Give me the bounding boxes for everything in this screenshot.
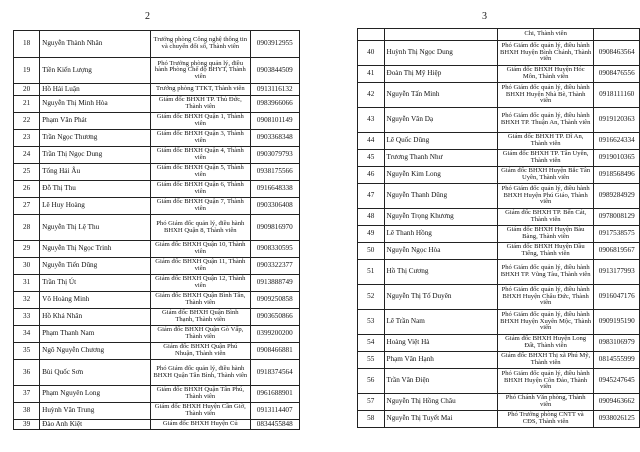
position-cell: Giám đốc BHXH Quận Bình Thạnh, Thành viên <box>151 309 250 326</box>
phone-cell: 0903368348 <box>250 130 300 147</box>
phone-cell: 0399200200 <box>250 326 300 343</box>
table-row <box>358 66 640 83</box>
phone-cell: 0906819567 <box>594 243 640 260</box>
table-row <box>14 130 300 147</box>
table-row <box>14 386 300 403</box>
row-number-cell: 49 <box>358 226 385 243</box>
name-cell: Nguyễn Thị Hồng Châu <box>384 394 497 411</box>
name-cell: Trần Ngọc Thương <box>40 130 151 147</box>
page-right <box>340 0 640 452</box>
table-row <box>14 181 300 198</box>
phone-cell: 0903844509 <box>250 58 300 84</box>
table-row <box>358 260 640 285</box>
phone-cell: 0909195190 <box>594 310 640 335</box>
table-row <box>14 241 300 258</box>
table-row <box>14 31 300 58</box>
row-number-cell: 44 <box>358 133 385 150</box>
position-cell: Trưởng phòng Công nghệ thông tin và chuyển đổi số, Thành viên <box>151 31 250 58</box>
position-cell: Giám đốc BHXH Quận Bình Tân, Thành viên <box>151 292 250 309</box>
phone-cell: 0983106979 <box>594 335 640 352</box>
position-cell: Phó Giám đốc quản lý, điều hành BHXH Huyện Bình Chánh, Thành viên <box>497 41 594 66</box>
table-row <box>358 184 640 209</box>
members-table <box>357 28 640 428</box>
row-number-cell: 22 <box>14 113 40 130</box>
row-number-cell: 53 <box>358 310 385 335</box>
position-cell: Giám đốc BHXH Quận 7, Thành viên <box>151 198 250 215</box>
position-cell: Phó Chánh Văn phòng, Thành viên <box>497 394 594 411</box>
phone-cell: 0938026125 <box>594 411 640 428</box>
table-row <box>14 215 300 241</box>
phone-cell: 0916047176 <box>594 285 640 310</box>
name-cell: Lê Trần Nam <box>384 310 497 335</box>
position-cell: Giám đốc BHXH Huyện Bàu Bàng, Thành viên <box>497 226 594 243</box>
phone-cell: 0918374564 <box>250 360 300 386</box>
table-row <box>358 335 640 352</box>
name-cell: Huỳnh Văn Trung <box>40 403 151 420</box>
row-number-cell: 52 <box>358 285 385 310</box>
phone-cell: 0961688901 <box>250 386 300 403</box>
table-row <box>14 326 300 343</box>
row-number-cell: 18 <box>14 31 40 58</box>
phone-cell: 0913177993 <box>594 260 640 285</box>
page-left <box>0 0 300 452</box>
phone-cell: 0909816970 <box>250 215 300 241</box>
row-number-cell: 42 <box>358 83 385 108</box>
name-cell: Nguyễn Thị Ngọc Trinh <box>40 241 151 258</box>
table-row <box>358 310 640 335</box>
table-row <box>358 150 640 167</box>
phone-cell: 0983966066 <box>250 96 300 113</box>
table-row <box>358 41 640 66</box>
row-number-cell: 51 <box>358 260 385 285</box>
table-row <box>358 83 640 108</box>
position-cell: Giám đốc BHXH TP. Thủ Đức, Thành viên <box>151 96 250 113</box>
phone-cell: 0908466881 <box>250 343 300 360</box>
name-cell: Hồ Thị Cương <box>384 260 497 285</box>
row-number-cell: 34 <box>14 326 40 343</box>
phone-cell: 0908330595 <box>250 241 300 258</box>
row-number-cell: 45 <box>358 150 385 167</box>
phone-cell <box>594 29 640 41</box>
row-number-cell: 46 <box>358 167 385 184</box>
table-row <box>358 209 640 226</box>
name-cell: Ngô Nguyễn Chương <box>40 343 151 360</box>
row-number-cell: 37 <box>14 386 40 403</box>
position-cell: Giám đốc BHXH Quận Gò Vấp, Thành viên <box>151 326 250 343</box>
table-row <box>358 394 640 411</box>
row-number-cell: 43 <box>358 108 385 133</box>
position-cell: Trưởng phòng TTKT, Thành viên <box>151 84 250 96</box>
name-cell: Nguyễn Thành Nhân <box>40 31 151 58</box>
name-cell: Nguyễn Văn Dạ <box>384 108 497 133</box>
phone-cell: 0814555999 <box>594 352 640 369</box>
row-number-cell: 35 <box>14 343 40 360</box>
phone-cell: 0913116132 <box>250 84 300 96</box>
name-cell: Đỗ Thị Thu <box>40 181 151 198</box>
position-cell: Giám đốc BHXH TP. Dĩ An, Thành viên <box>497 133 594 150</box>
name-cell: Nguyễn Thị Minh Hòa <box>40 96 151 113</box>
table-row <box>358 226 640 243</box>
name-cell: Trần Thị Ngọc Dung <box>40 147 151 164</box>
table-row <box>358 352 640 369</box>
phone-cell: 0909463662 <box>594 394 640 411</box>
name-cell: Đào Anh Kiệt <box>40 420 151 430</box>
row-number-cell: 23 <box>14 130 40 147</box>
name-cell: Tiền Kiến Lượng <box>40 58 151 84</box>
position-cell: Giám đốc BHXH Quận 4, Thành viên <box>151 147 250 164</box>
name-cell: Lê Quốc Dũng <box>384 133 497 150</box>
row-number-cell: 28 <box>14 215 40 241</box>
position-cell: Phó Trưởng phòng quản lý, điều hành Phòng Chế độ BHYT, Thành viên <box>151 58 250 84</box>
row-number-cell: 36 <box>14 360 40 386</box>
position-cell: Giám đốc BHXH Huyện Củ <box>151 420 250 430</box>
table-row <box>14 258 300 275</box>
name-cell: Trần Văn Điện <box>384 369 497 394</box>
phone-cell: 0917538575 <box>594 226 640 243</box>
name-cell: Đoàn Thị Mỹ Hiệp <box>384 66 497 83</box>
position-cell: Chi, Thành viên <box>497 29 594 41</box>
phone-cell: 0909250858 <box>250 292 300 309</box>
table-row <box>14 343 300 360</box>
name-cell: Nguyễn Thị Tuyết Mai <box>384 411 497 428</box>
table-row <box>358 369 640 394</box>
row-number-cell: 40 <box>358 41 385 66</box>
position-cell: Phó Giám đốc quản lý, điều hành BHXH TP. Thuận An, Thành viên <box>497 108 594 133</box>
row-number-cell: 38 <box>14 403 40 420</box>
table-row <box>358 243 640 260</box>
phone-cell: 0908101149 <box>250 113 300 130</box>
position-cell: Giám đốc BHXH Huyện Hóc Môn, Thành viên <box>497 66 594 83</box>
name-cell: Lê Huy Hoàng <box>40 198 151 215</box>
name-cell: Huỳnh Thị Ngọc Dung <box>384 41 497 66</box>
name-cell: Phạm Thanh Nam <box>40 326 151 343</box>
row-number-cell: 48 <box>358 209 385 226</box>
table-row <box>14 113 300 130</box>
name-cell <box>384 29 497 41</box>
phone-cell: 0945247645 <box>594 369 640 394</box>
position-cell: Phó Giám đốc quản lý, điều hành BHXH Huyện Xuyên Mộc, Thành viên <box>497 310 594 335</box>
table-row <box>14 403 300 420</box>
phone-cell: 0978008129 <box>594 209 640 226</box>
name-cell: Bùi Quốc Sơn <box>40 360 151 386</box>
name-cell: Nguyễn Thanh Dũng <box>384 184 497 209</box>
phone-cell: 0989284929 <box>594 184 640 209</box>
table-row <box>14 147 300 164</box>
members-table <box>13 30 300 430</box>
table-row <box>14 198 300 215</box>
phone-cell: 0918568496 <box>594 167 640 184</box>
position-cell: Giám đốc BHXH Huyện Long Đất, Thành viên <box>497 335 594 352</box>
name-cell: Trần Thị Út <box>40 275 151 292</box>
row-number-cell: 19 <box>14 58 40 84</box>
row-number-cell: 57 <box>358 394 385 411</box>
name-cell: Nguyễn Tiến Dũng <box>40 258 151 275</box>
name-cell: Võ Hoàng Minh <box>40 292 151 309</box>
table-row <box>358 411 640 428</box>
phone-cell: 0908476556 <box>594 66 640 83</box>
page-number: 2 <box>145 11 150 22</box>
phone-cell: 0903322377 <box>250 258 300 275</box>
phone-cell: 0903079793 <box>250 147 300 164</box>
position-cell: Giám đốc BHXH Quận 6, Thành viên <box>151 181 250 198</box>
phone-cell: 0913888749 <box>250 275 300 292</box>
phone-cell: 0903650866 <box>250 309 300 326</box>
row-number-cell: 25 <box>14 164 40 181</box>
name-cell: Nguyễn Tấn Minh <box>384 83 497 108</box>
phone-cell: 0916624334 <box>594 133 640 150</box>
name-cell: Nguyễn Trọng Khương <box>384 209 497 226</box>
phone-cell: 0919120363 <box>594 108 640 133</box>
name-cell: Trương Thanh Như <box>384 150 497 167</box>
position-cell: Phó Giám đốc quản lý, điều hành BHXH Huyện Côn Đảo, Thành viên <box>497 369 594 394</box>
position-cell: Phó Giám đốc quản lý, điều hành BHXH Quận Tân Bình, Thành viên <box>151 360 250 386</box>
row-number-cell: 30 <box>14 258 40 275</box>
position-cell: Giám đốc BHXH TP. Bến Cát, Thành viên <box>497 209 594 226</box>
position-cell: Phó Trưởng phòng CNTT và CĐS, Thành viên <box>497 411 594 428</box>
table-row <box>14 164 300 181</box>
name-cell: Phạm Văn Hạnh <box>384 352 497 369</box>
table-row <box>358 133 640 150</box>
name-cell: Nguyễn Ngọc Hòa <box>384 243 497 260</box>
row-number-cell: 54 <box>358 335 385 352</box>
phone-cell: 0834455848 <box>250 420 300 430</box>
table-row <box>14 420 300 430</box>
table-row <box>14 58 300 84</box>
table-row <box>358 167 640 184</box>
row-number-cell: 56 <box>358 369 385 394</box>
position-cell: Phó Giám đốc quản lý, điều hành BHXH Huyện Nhà Bè, Thành viên <box>497 83 594 108</box>
page-number: 3 <box>482 11 487 22</box>
table-row <box>14 292 300 309</box>
phone-cell: 0918111160 <box>594 83 640 108</box>
position-cell: Giám đốc BHXH Quận 10, Thành viên <box>151 241 250 258</box>
position-cell: Giám đốc BHXH Huyện Bắc Tân Uyên, Thành viên <box>497 167 594 184</box>
name-cell: Hoàng Việt Hà <box>384 335 497 352</box>
position-cell: Phó Giám đốc quản lý, điều hành BHXH Huyện Châu Đức, Thành viên <box>497 285 594 310</box>
position-cell: Giám đốc BHXH Quận 12, Thành viên <box>151 275 250 292</box>
name-cell: Phạm Văn Phát <box>40 113 151 130</box>
table-row <box>14 309 300 326</box>
row-number-cell: 41 <box>358 66 385 83</box>
phone-cell: 0908463564 <box>594 41 640 66</box>
row-number-cell: 32 <box>14 292 40 309</box>
position-cell: Giám đốc BHXH Huyện Dầu Tiếng, Thành viên <box>497 243 594 260</box>
position-cell: Giám đốc BHXH Quận 1, Thành viên <box>151 113 250 130</box>
row-number-cell: 50 <box>358 243 385 260</box>
phone-cell: 0919010365 <box>594 150 640 167</box>
name-cell: Lê Thanh Hồng <box>384 226 497 243</box>
row-number-cell: 55 <box>358 352 385 369</box>
table-row <box>14 84 300 96</box>
table-row <box>14 275 300 292</box>
position-cell: Giám đốc BHXH Quận 5, Thành viên <box>151 164 250 181</box>
row-number-cell <box>358 29 385 41</box>
position-cell: Giám đốc BHXH Quận 11, Thành viên <box>151 258 250 275</box>
position-cell: Giám đốc BHXH Quận Tân Phú, Thành viên <box>151 386 250 403</box>
name-cell: Hồ Hải Luận <box>40 84 151 96</box>
row-number-cell: 26 <box>14 181 40 198</box>
row-number-cell: 47 <box>358 184 385 209</box>
position-cell: Phó Giám đốc quản lý, điều hành BHXH Huyện Phú Giáo, Thành viên <box>497 184 594 209</box>
name-cell: Hồ Khả Nhân <box>40 309 151 326</box>
row-number-cell: 24 <box>14 147 40 164</box>
phone-cell: 0903306408 <box>250 198 300 215</box>
phone-cell: 0903912955 <box>250 31 300 58</box>
position-cell: Giám đốc BHXH TP. Tân Uyên, Thành viên <box>497 150 594 167</box>
row-number-cell: 58 <box>358 411 385 428</box>
table-row <box>14 96 300 113</box>
name-cell: Phạm Nguyên Long <box>40 386 151 403</box>
row-number-cell: 31 <box>14 275 40 292</box>
position-cell: Phó Giám đốc quản lý, điều hành BHXH TP. Vũng Tàu, Thành viên <box>497 260 594 285</box>
phone-cell: 0913114407 <box>250 403 300 420</box>
phone-cell: 0916648338 <box>250 181 300 198</box>
phone-cell: 0938175566 <box>250 164 300 181</box>
row-number-cell: 29 <box>14 241 40 258</box>
name-cell: Tống Hải Âu <box>40 164 151 181</box>
position-cell: Giám đốc BHXH Huyện Cần Giờ, Thành viên <box>151 403 250 420</box>
row-number-cell: 27 <box>14 198 40 215</box>
name-cell: Nguyễn Kim Long <box>384 167 497 184</box>
name-cell: Nguyễn Thị Tố Duyên <box>384 285 497 310</box>
row-number-cell: 21 <box>14 96 40 113</box>
name-cell: Nguyễn Thị Lệ Thu <box>40 215 151 241</box>
row-number-cell: 39 <box>14 420 40 430</box>
position-cell: Giám đốc BHXH Quận 3, Thành viên <box>151 130 250 147</box>
position-cell: Phó Giám đốc quản lý, điều hành BHXH Quận 8, Thành viên <box>151 215 250 241</box>
continuation-row <box>358 29 640 41</box>
position-cell: Giám đốc BHXH Quận Phú Nhuận, Thành viên <box>151 343 250 360</box>
row-number-cell: 20 <box>14 84 40 96</box>
row-number-cell: 33 <box>14 309 40 326</box>
table-row <box>14 360 300 386</box>
table-row <box>358 285 640 310</box>
position-cell: Giám đốc BHXH Thị xã Phú Mỹ, Thành viên <box>497 352 594 369</box>
table-row <box>358 108 640 133</box>
